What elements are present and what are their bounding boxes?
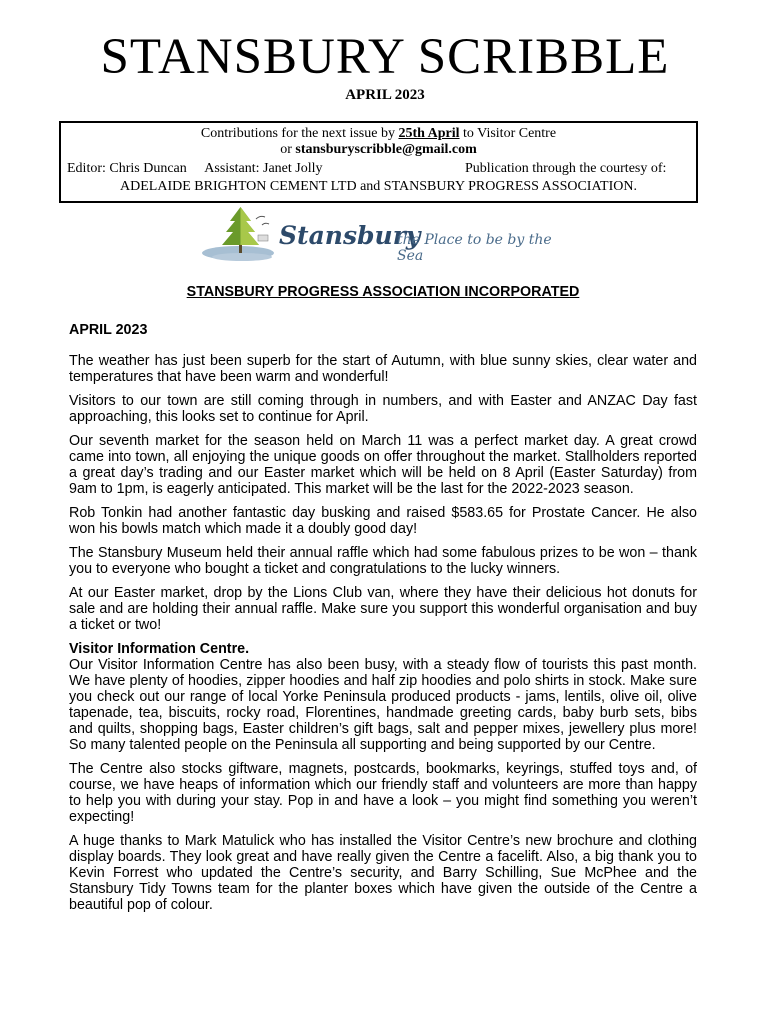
logo-tagline: the Place to be by the Sea [397,232,552,264]
stansbury-logo [200,205,570,265]
paragraph: The Centre also stocks giftware, magnets, postcards, bookmarks, keyrings, stuffed toys and, of course, we have heaps of information which our friendly staff and volunteers are more than happy to help you with during your stay. Pop in and have a look – you might find something you weren’t expecting! [69,761,697,825]
email-line [61,141,696,159]
article-heading: STANSBURY PROGRESS ASSOCIATION INCORPORATED [186,284,580,300]
paragraph: The weather has just been superb for the start of Autumn, with blue sunny skies, clear water and temperatures that have been warm and wonderful! [69,353,697,385]
paragraph: Our Visitor Information Centre has also been busy, with a steady flow of tourists this past month. We have plenty of hoodies, zipper hoodies and half zip hoodies and polo shirts in stock. Make sure you check out our range of local Yorke Peninsula produced products - jams, lentils, olive oil, olive tapenade, tea, biscuits, rocky road, Florentines, handmade greeting cards, baby burb sets, bibs and quilts, shopping bags, Easter children’s gift bags, salt and pepper mixes, jewellery plus more! So many talented people on the Peninsula all supporting and being supported by our Centre. [69,657,697,753]
contributions-prefix: Contributions for the next issue by [200,126,399,141]
staff-line [67,160,692,178]
contributions-suffix: to Visitor Centre [459,126,557,141]
contact-email[interactable]: stansburyscribble@gmail.com [295,142,477,157]
paragraph: Our seventh market for the season held on March 11 was a perfect market day. A great crowd came into town, all enjoying the unique goods on offer throughout the market. Stallholders reported a great day’s trading and our Easter market which will be held on 8 April (Easter Saturday) from 9am to 1pm, is eagerly anticipated. This market will be the last for the 2022-2023 season. [69,433,697,497]
assistant-credit: Assistant: Janet Jolly [204,161,323,176]
paragraph: Rob Tonkin had another fantastic day busking and raised $583.65 for Prostate Cancer. He also won his bowls match which made it a doubly good day! [69,505,697,537]
email-or: or [280,142,296,157]
paragraph: A huge thanks to Mark Matulick who has installed the Visitor Centre’s new brochure and clothing display boards. They look great and have really given the Centre a facelift. Also, a big thank you to Kevin Forrest who updated the Centre’s security, and Barry Schilling, Sue McPhee and the Stansbury Tidy Towns team for the planter boxes which have given the outside of the Centre a beautiful pop of colour. [69,833,697,913]
publication-credit: Publication through the courtesy of: [465,161,667,176]
issue-date: APRIL 2023 [345,87,425,103]
contributions-box [59,121,698,203]
article-date: APRIL 2023 [69,322,148,338]
paragraph: At our Easter market, drop by the Lions Club van, where they have their delicious hot donuts for sale and are holding their annual raffle. Make sure you support this wonderful organisation and buy a ticket or two! [69,585,697,633]
editor-credit: Editor: Chris Duncan [67,161,187,176]
section-heading-visitor-centre: Visitor Information Centre. [69,641,250,657]
paragraph: The Stansbury Museum held their annual raffle which had some fabulous prizes to be won – thank you to everyone who bought a ticket and congratulations to the lucky winners. [69,545,697,577]
article [69,284,697,921]
sponsors-line: ADELAIDE BRIGHTON CEMENT LTD and STANSBURY PROGRESS ASSOCIATION. [120,179,637,194]
paragraph: Visitors to our town are still coming through in numbers, and with Easter and ANZAC Day fast approaching, this looks set to continue for April. [69,393,697,425]
deadline-date: 25th April [398,126,460,141]
newsletter-title: STANSBURY SCRIBBLE [100,29,670,85]
logo-wordmark: Stansbury [279,221,421,250]
pine-tree-icon [200,205,280,265]
